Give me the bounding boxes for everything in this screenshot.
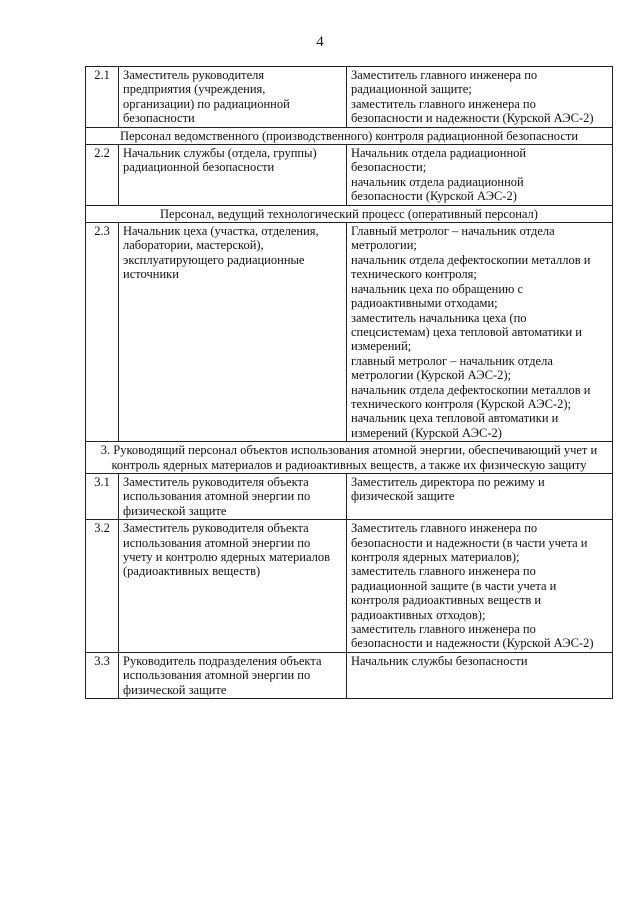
position-title-line: Руководитель подразделения объекта [123,653,322,668]
assigned-positions-cell [347,67,613,128]
position-title-cell [119,652,347,698]
table-row [86,473,613,519]
position-title-line: эксплуатирующего радиационные [123,252,305,267]
assigned-position-line: заместитель главного инженера по [351,96,536,111]
assigned-position-line: измерений (Курской АЭС-2) [351,425,502,440]
assigned-position-line: начальник отдела дефектоскопии металлов и [351,382,591,397]
assigned-position-line: безопасности (Курской АЭС-2) [351,189,517,204]
section-heading [86,442,613,474]
table-row [86,652,613,698]
assigned-positions-cell [347,473,613,519]
section-row [86,442,613,474]
page-number: 4 [316,34,324,50]
assigned-positions-cell [347,520,613,653]
section-heading-line: Персонал, ведущий технологический процесс (оперативный персонал) [160,206,538,221]
section-heading-line: Персонал ведомственного (производственного) контроля радиационной безопасности [119,128,579,143]
position-title-cell [119,473,347,519]
position-title-line: безопасности [123,111,195,126]
assigned-positions-cell [347,223,613,442]
position-title-line: Начальник службы (отдела, группы) [123,146,317,161]
assigned-position-line: начальник цеха по обращению с [351,281,524,296]
position-title-line: Заместитель руководителя [123,68,265,82]
position-title-line: Начальник цеха (участка, отделения, [123,224,319,239]
assigned-position-line: метрологии (Курской АЭС-2); [351,368,511,383]
assigned-position-line: радиационной защите (в части учета и [351,578,557,593]
position-title-line: физической защите [123,682,227,697]
assigned-position-line: заместитель начальника цеха (по [351,310,527,325]
assigned-position-line: Заместитель главного инженера по [351,68,538,82]
position-title-cell [119,145,347,206]
assigned-position-line: измерений; [351,339,412,354]
assigned-positions-cell [347,652,613,698]
position-title-cell [119,223,347,442]
position-title-line: радиационной безопасности [123,160,275,175]
row-number: 2.1 [86,67,119,128]
row-number: 3.1 [86,473,119,519]
assigned-position-line: контроля радиоактивных веществ и [351,593,542,608]
row-number: 3.2 [86,520,119,653]
table-row [86,145,613,206]
position-title-line: лаборатории, мастерской), [123,238,264,253]
section-heading [86,127,613,144]
position-title-line: организации) по радиационной [123,96,290,111]
position-title-cell [119,67,347,128]
assigned-position-line: технического контроля; [351,267,477,282]
assigned-position-line: радиоактивных отходов); [351,607,486,622]
position-title-line: учету и контролю ядерных материалов [123,550,331,564]
assigned-position-line: безопасности и надежности (Курской АЭС-2) [351,111,594,126]
position-title-line: Заместитель руководителя объекта [123,521,309,536]
row-number: 3.3 [86,652,119,698]
assigned-position-line: заместитель главного инженера по [351,622,536,637]
position-title-line: использования атомной энергии по [123,535,311,550]
table-row [86,520,613,653]
table-row [86,67,613,128]
position-title-line: использования атомной энергии по [123,668,311,683]
assigned-position-line: спецсистемам) цеха тепловой автоматики и [351,324,582,339]
assigned-position-line: безопасности; [351,160,427,175]
assigned-position-line: главный метролог – начальник отдела [351,353,553,368]
assigned-position-line: начальник отдела дефектоскопии металлов и [351,252,591,267]
assigned-position-line: начальник отдела радиационной [351,174,524,189]
assigned-position-line: Главный метролог – начальник отдела [351,224,555,239]
row-number: 2.2 [86,145,119,206]
table-row [86,223,613,442]
assigned-position-line: Заместитель главного инженера по [351,521,538,536]
position-title-cell [119,520,347,653]
assigned-position-line: Заместитель директора по режиму и [351,474,545,489]
position-title-line: физической защите [123,503,227,518]
assigned-position-line: физической защите [351,489,455,504]
position-title-line: Заместитель руководителя объекта [123,474,309,489]
position-title-line: использования атомной энергии по [123,489,311,504]
assigned-position-line: радиационной защите; [351,82,472,97]
position-title-line: источники [123,267,179,282]
section-heading [86,205,613,222]
assigned-position-line: Начальник службы безопасности [351,653,528,668]
position-title-line: (радиоактивных веществ) [123,564,261,579]
position-title-line: предприятия (учреждения, [123,82,266,97]
assigned-positions-cell [347,145,613,206]
assigned-position-line: безопасности и надежности (Курской АЭС-2) [351,636,594,651]
assigned-position-line: начальник цеха тепловой автоматики и [351,411,559,426]
assigned-position-line: радиоактивными отходами; [351,296,498,311]
assigned-position-line: безопасности и надежности (в части учета и [351,535,588,550]
section-row [86,127,613,144]
assigned-position-line: метрологии; [351,238,417,253]
assigned-position-line: технического контроля (Курской АЭС-2); [351,396,571,411]
section-heading-line: контроль ядерных материалов и радиоактивных веществ, а также их физическую защиту [111,457,587,472]
section-row [86,205,613,222]
assigned-position-line: контроля ядерных материалов); [351,550,520,564]
row-number: 2.3 [86,223,119,442]
positions-table [85,66,613,699]
assigned-position-line: Начальник отдела радиационной [351,146,527,161]
section-heading-line: 3. Руководящий персонал объектов использования атомной энергии, обеспечивающий учет и [100,443,598,458]
assigned-position-line: заместитель главного инженера по [351,564,536,579]
